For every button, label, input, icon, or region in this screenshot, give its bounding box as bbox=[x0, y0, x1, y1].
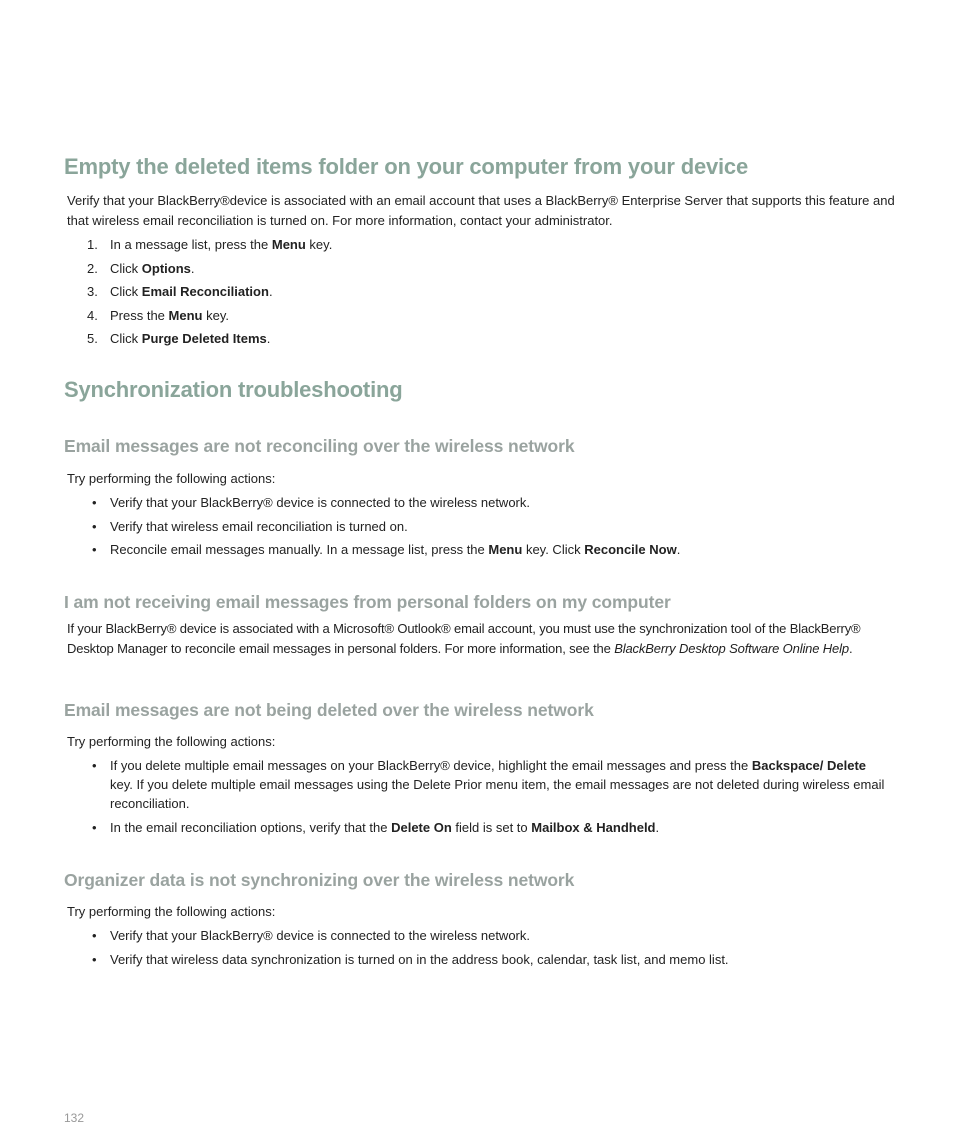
bullet-list bbox=[87, 926, 887, 969]
bullet-list bbox=[87, 493, 887, 559]
list-item: • Reconcile email messages manually. In a message list, press the Menu key. Click Reconcile Now. bbox=[92, 542, 681, 557]
steps-list bbox=[87, 235, 887, 348]
list-item: • In the email reconciliation options, verify that the Delete On field is set to Mailbox & Handheld. bbox=[92, 820, 660, 835]
list-item: 1. In a message list, press the Menu key. bbox=[87, 237, 333, 252]
bullet-list bbox=[87, 756, 887, 837]
page-number: 132 bbox=[64, 1111, 85, 1125]
topic-body: If your BlackBerry® device is associated with a Microsoft® Outlook® email account, you must use the synchronization tool of the BlackBerry® Desktop Manager to reconcile email messages in personal folders. For more information, see the BlackBerry Desktop Software Online Help. bbox=[67, 621, 861, 656]
help-reference: BlackBerry Desktop Software Online Help bbox=[614, 640, 849, 656]
list-item: 3. Click Email Reconciliation. bbox=[87, 284, 273, 299]
list-item: • Verify that wireless data synchronization is turned on in the address book, calendar, task list, and memo list. bbox=[92, 951, 729, 967]
topic-title-not-deleted: Email messages are not being deleted over the wireless network bbox=[64, 700, 594, 720]
topic-title-organizer-data: Organizer data is not synchronizing over the wireless network bbox=[64, 870, 575, 890]
topic-intro: Try performing the following actions: bbox=[67, 734, 276, 749]
list-item: 2. Click Options. bbox=[87, 260, 195, 276]
list-item: • Verify that wireless email reconciliation is turned on. bbox=[92, 518, 408, 534]
list-item: 4. Press the Menu key. bbox=[87, 307, 229, 323]
list-item: • If you delete multiple email messages on your BlackBerry® device, highlight the email messages and press the Backspace/ Delete key. If you delete multiple email messages using the Delete Prior menu item, the email messages are not deleted during wireless email reconciliation. bbox=[92, 758, 885, 811]
topic-title-personal-folders: I am not receiving email messages from personal folders on my computer bbox=[64, 592, 671, 612]
section-title-empty-deleted-items: Empty the deleted items folder on your computer from your device bbox=[64, 154, 749, 179]
topic-intro: Try performing the following actions: bbox=[67, 471, 276, 486]
section-intro: Verify that your BlackBerry®device is associated with an email account that uses a BlackBerry® Enterprise Server that supports this feature and that wireless email reconciliation is turned on. For more information, contact your administrator. bbox=[67, 193, 895, 228]
list-item: • Verify that your BlackBerry® device is connected to the wireless network. bbox=[92, 495, 530, 510]
list-item: • Verify that your BlackBerry® device is connected to the wireless network. bbox=[92, 928, 530, 943]
topic-title-not-reconciling: Email messages are not reconciling over the wireless network bbox=[64, 436, 575, 456]
topic-intro: Try performing the following actions: bbox=[67, 904, 276, 919]
section-title-sync-troubleshooting: Synchronization troubleshooting bbox=[64, 377, 403, 402]
list-item: 5. Click Purge Deleted Items. bbox=[87, 331, 271, 346]
